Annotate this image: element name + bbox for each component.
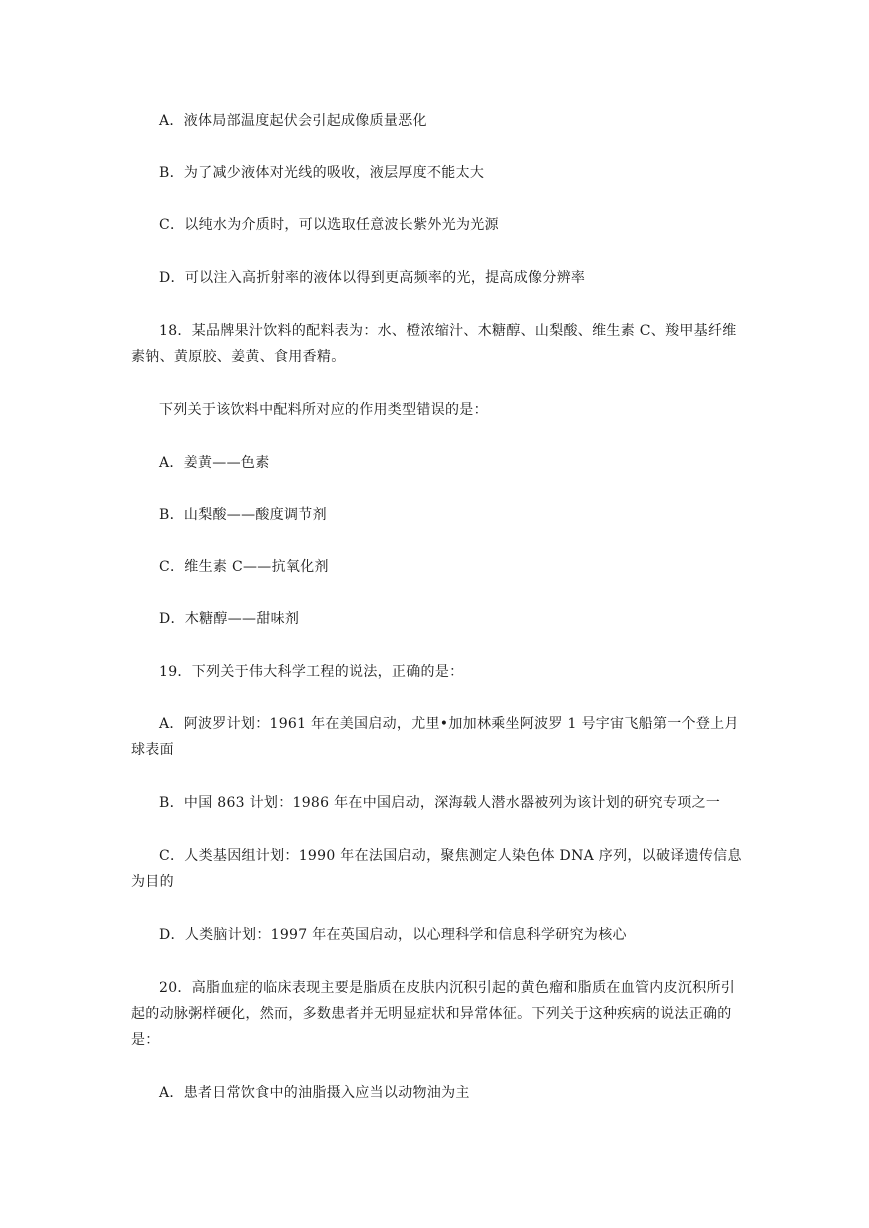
- question-19: 19．下列关于伟大科学工程的说法，正确的是：: [159, 664, 464, 680]
- option-a-q20: A．患者日常饮食中的油脂摄入应当以动物油为主: [159, 1085, 470, 1101]
- option-c-q17: C．以纯水为介质时，可以选取任意波长紫外光为光源: [159, 217, 499, 233]
- question-18-prompt: 下列关于该饮料中配料所对应的作用类型错误的是：: [159, 402, 488, 418]
- option-b-q17: B．为了减少液体对光线的吸收，液层厚度不能太大: [159, 165, 485, 181]
- question-18: 18．某品牌果汁饮料的配料表为：水、橙浓缩汁、木糖醇、山梨酸、维生素 C、羧甲基纤维素钠、黄原胶、姜黄、食用香精。: [131, 323, 737, 365]
- option-a-q19: A．阿波罗计划：1961 年在美国启动，尤里•加加林乘坐阿波罗 1 号宇宙飞船第一个登上月球表面: [131, 716, 739, 758]
- option-a-q17: A．液体局部温度起伏会引起成像质量恶化: [159, 113, 427, 129]
- option-d-q19: D．人类脑计划：1997 年在英国启动，以心理科学和信息科学研究为核心: [159, 927, 627, 943]
- option-d-q17: D．可以注入高折射率的液体以得到更高频率的光，提高成像分辨率: [159, 270, 586, 286]
- option-d-q18: D．木糖醇——甜味剂: [159, 611, 300, 627]
- option-c-q19: C．人类基因组计划：1990 年在法国启动，聚焦测定人染色体 DNA 序列，以破译遗传信息为目的: [131, 848, 742, 890]
- option-a-q18: A．姜黄——色素: [159, 455, 270, 471]
- question-20: 20．高脂血症的临床表现主要是脂质在皮肤内沉积引起的黄色瘤和脂质在血管内皮沉积所引起的动脉粥样硬化，然而，多数患者并无明显症状和异常体征。下列关于这种疾病的说法正确的是：: [131, 980, 736, 1048]
- option-b-q18: B．山梨酸——酸度调节剂: [159, 507, 327, 523]
- option-b-q19: B．中国 863 计划：1986 年在中国启动，深海载人潜水器被列为该计划的研究专项之一: [159, 795, 721, 811]
- option-c-q18: C．维生素 C——抗氧化剂: [159, 559, 329, 575]
